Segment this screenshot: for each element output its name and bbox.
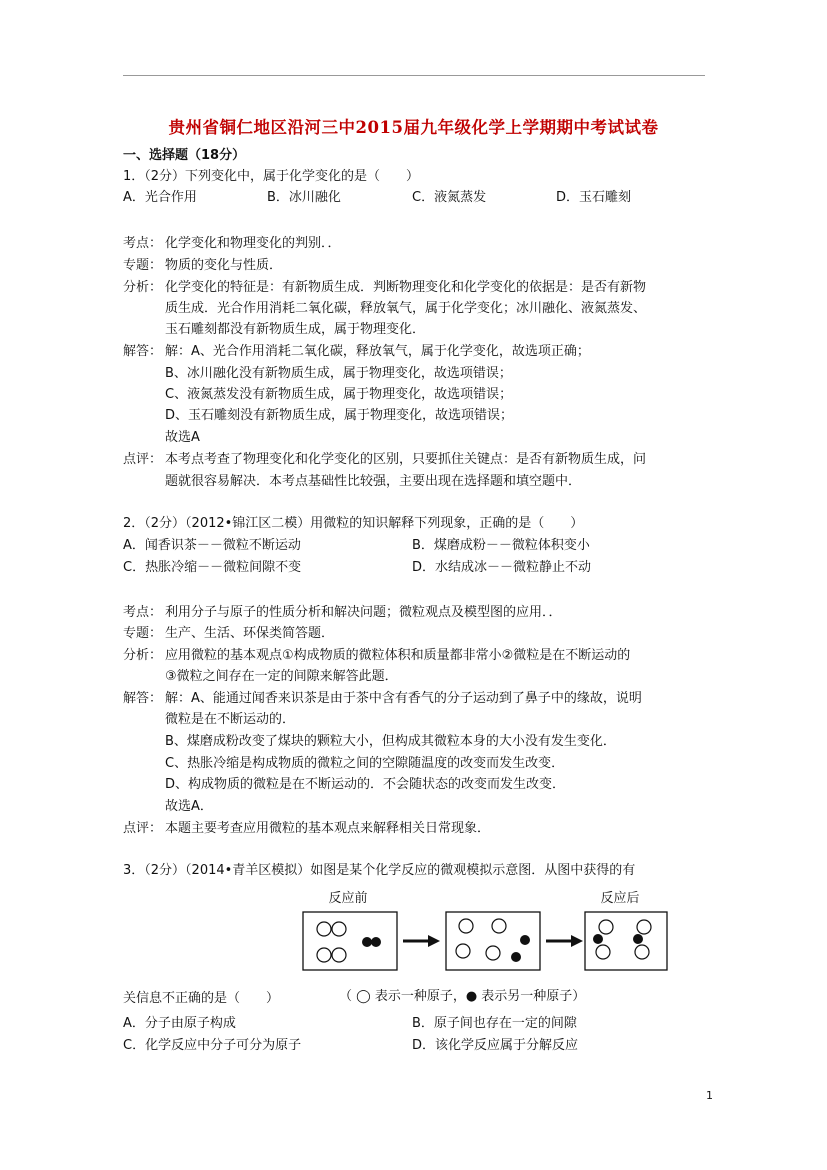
black-atom bbox=[633, 934, 643, 944]
white-atom bbox=[317, 948, 331, 962]
white-atom bbox=[637, 920, 651, 934]
before-label: 反应前 bbox=[328, 891, 368, 906]
q1-jieda-line: C、液氮蒸发没有新物质生成，属于物理变化，故选项错误； bbox=[165, 387, 513, 402]
after-label: 反应后 bbox=[600, 891, 640, 906]
q1-option-a: A．光合作用 bbox=[123, 190, 197, 205]
white-atom bbox=[456, 944, 470, 958]
white-atom bbox=[459, 919, 473, 933]
white-atom bbox=[596, 945, 610, 959]
white-atom bbox=[486, 946, 500, 960]
q2-option-d: D．水结成冰－－微粒静止不动 bbox=[412, 560, 592, 575]
page-title: 贵州省铜仁地区沿河三中2015届九年级化学上学期期中考试试卷 bbox=[168, 118, 659, 137]
q2-dianping: 点评： 本题主要考查应用微粒的基本观点来解释相关日常现象． bbox=[123, 821, 491, 836]
q1-fenxi: 分析： 化学变化的特征是：有新物质生成．判断物理变化和化学变化的依据是：是否有新物 bbox=[123, 280, 647, 295]
white-atom bbox=[635, 945, 649, 959]
white-atom bbox=[492, 919, 506, 933]
q1-option-c: C．液氮蒸发 bbox=[412, 190, 487, 205]
black-atom bbox=[371, 937, 381, 947]
q1-kaodian: 考点： 化学变化和物理变化的判别．． bbox=[123, 236, 341, 251]
page-number: 1 bbox=[706, 1089, 713, 1102]
q2-option-c: C．热胀冷缩－－微粒间隙不变 bbox=[123, 560, 302, 575]
black-atom bbox=[520, 935, 530, 945]
q3-option-d: D．该化学反应属于分解反应 bbox=[412, 1038, 579, 1053]
q1-zhuanti: 专题： 物质的变化与性质． bbox=[123, 258, 283, 273]
black-atom bbox=[593, 934, 603, 944]
before-box bbox=[303, 912, 397, 970]
q2-jieda: 解答： 解：A、能通过闻香来识茶是由于茶中含有香气的分子运动到了鼻子中的缘故，说明 bbox=[123, 691, 642, 706]
header-rule bbox=[123, 75, 705, 76]
section-heading: 一、选择题（18分） bbox=[123, 148, 246, 163]
q2-option-a: A．闻香识茶－－微粒不断运动 bbox=[123, 538, 301, 553]
q2-jieda-line: D、构成物质的微粒是在不断运动的．不会随状态的改变而发生改变． bbox=[165, 777, 566, 792]
q1-jieda-line: 故选A bbox=[165, 430, 200, 445]
q3-stem: 3．（2分）（2014•青羊区模拟）如图是某个化学反应的微观模拟示意图．从图中获得的有 bbox=[123, 863, 636, 878]
q2-jieda-line: 微粒是在不断运动的． bbox=[165, 712, 296, 727]
white-atom bbox=[317, 922, 331, 936]
white-atom bbox=[599, 920, 613, 934]
reaction-diagram bbox=[300, 884, 672, 974]
q1-jieda-line: B、冰川融化没有新物质生成，属于物理变化，故选项错误； bbox=[165, 366, 512, 381]
arrow-icon bbox=[428, 935, 440, 947]
q1-fenxi-line: 玉石雕刻都没有新物质生成，属于物理变化． bbox=[165, 322, 426, 337]
black-atom bbox=[511, 952, 521, 962]
q2-jieda-line: B、煤磨成粉改变了煤块的颗粒大小，但构成其微粒本身的大小没有发生变化． bbox=[165, 734, 616, 749]
q1-fenxi-line: 质生成．光合作用消耗二氧化碳，释放氧气，属于化学变化；冰川融化、液氮蒸发、 bbox=[165, 301, 647, 316]
q1-option-d: D．玉石雕刻 bbox=[556, 190, 632, 205]
q1-jieda-line: D、玉石雕刻没有新物质生成，属于物理变化，故选项错误； bbox=[165, 408, 514, 423]
q2-zhuanti: 专题： 生产、生活、环保类简答题． bbox=[123, 626, 335, 641]
black-atom bbox=[362, 937, 372, 947]
q3-stem-cont: 关信息不正确的是（ ） bbox=[123, 991, 280, 1006]
white-atom bbox=[332, 922, 346, 936]
q3-option-c: C．化学反应中分子可分为原子 bbox=[123, 1038, 302, 1053]
q3-option-b: B．原子间也存在一定的间隙 bbox=[412, 1016, 577, 1031]
q2-jieda-line: 故选A． bbox=[165, 799, 213, 814]
q2-fenxi: 分析： 应用微粒的基本观点①构成物质的微粒体积和质量都非常小②微粒是在不断运动的 bbox=[123, 648, 631, 663]
q1-stem: 1．（2分）下列变化中，属于化学变化的是（ ） bbox=[123, 169, 420, 184]
q2-fenxi-line: ③微粒之间存在一定的间隙来解答此题． bbox=[165, 669, 398, 684]
q3-option-a: A．分子由原子构成 bbox=[123, 1016, 236, 1031]
q1-dianping: 点评： 本考点考查了物理变化和化学变化的区别，只要抓住关键点：是否有新物质生成，问 bbox=[123, 452, 647, 467]
q3-legend: （ ◯ 表示一种原子，● 表示另一种原子） bbox=[339, 989, 586, 1004]
white-atom bbox=[332, 948, 346, 962]
q2-stem: 2．（2分）（2012•锦江区二模）用微粒的知识解释下列现象，正确的是（ ） bbox=[123, 516, 584, 531]
q2-kaodian: 考点： 利用分子与原子的性质分析和解决问题；微粒观点及模型图的应用．． bbox=[123, 605, 562, 620]
q2-jieda-line: C、热胀冷缩是构成物质的微粒之间的空隙随温度的改变而发生改变． bbox=[165, 756, 565, 771]
q1-jieda: 解答： 解：A、光合作用消耗二氧化碳，释放氧气，属于化学变化，故选项正确； bbox=[123, 344, 590, 359]
q1-option-b: B．冰川融化 bbox=[267, 190, 341, 205]
q1-dianping-line: 题就很容易解决．本考点基础性比较强，主要出现在选择题和填空题中． bbox=[165, 474, 582, 489]
arrow-icon bbox=[571, 935, 583, 947]
q2-option-b: B．煤磨成粉－－微粒体积变小 bbox=[412, 538, 590, 553]
